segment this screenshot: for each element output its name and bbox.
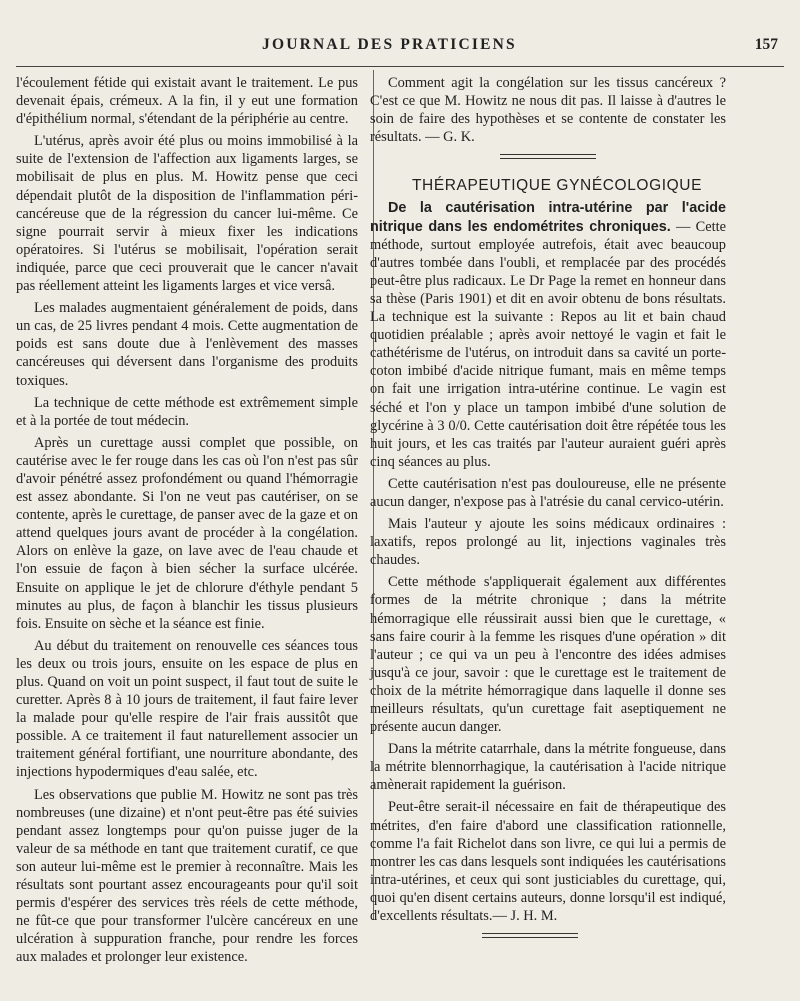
- article-title: De la cautérisation intra-utérine par l'acide nitrique dans les endométrites chroniques.: [370, 200, 726, 235]
- page-number: 157: [754, 36, 778, 53]
- right-paragraph-2: Mais l'auteur y ajoute les soins médicaux ordinaires : laxatifs, repos prolongé au lit, injections vaginales très chaudes.: [370, 516, 726, 569]
- journal-title: JOURNAL DES PRATICIENS: [262, 36, 517, 53]
- left-paragraph-2: L'utérus, après avoir été plus ou moins immobilisé à la suite de l'extension de l'affection aux ligaments larges, se mobilisait de plus en plus. M. Howitz pense que ceci dépendait plutôt de la disposition de l'inflammation péri-cancéreuse que de la régression du cancer lui-même. Ce signe pourrait servir à mieux fixer les indications opératoires. Si l'utérus se mobilisait, l'opération serait indiquée, parce que ceci prouverait que le cancer n'avait pas réellement atteint les ligaments larges et vice versâ.: [16, 133, 358, 295]
- end-separator: [482, 933, 578, 938]
- section-title: THÉRAPEUTIQUE GYNÉCOLOGIQUE: [411, 177, 703, 195]
- section-separator: [500, 154, 596, 159]
- right-column: [370, 74, 726, 938]
- right-paragraph-1: Cette cautérisation n'est pas douloureuse, elle ne présente aucun danger, n'expose pas à l'atrésie du canal cervico-utérin.: [370, 475, 726, 510]
- article-lead-text: — Cette méthode, surtout employée autrefois, était avec beaucoup d'autres tombée dans l'oubli, et remplacée par des procédés peut-être plus radicaux. Le Dr Page la remet en honneur dans sa thèse (Paris 1901) et dit en avoir obtenu de bons résultats. La technique est la suivante : Repos au lit et bain chaud quotidien préalable ; après avoir nettoyé le vagin et fait le cathétérisme de l'utérus, on introduit dans sa cavité un porte-coton imbibé d'acide nitrique fumant, mais en même temps on fait une irrigation intra-utérine continue. Le vagin est séché et l'on y place un tampon imbibé d'une solution de glycérine à 3 0/0. Cette cautérisation doit être répétée tous les huit jours, et les cas traités par l'auteur auraient guéri après cinq séances au plus.: [370, 218, 726, 470]
- right-paragraph-4: Dans la métrite catarrhale, dans la métrite fongueuse, dans la métrite blennorrhagique, la cautérisation à l'acide nitrique amènerait rapidement la guérison.: [370, 741, 726, 794]
- right-intro-paragraph: Comment agit la congélation sur les tissus cancéreux ? C'est ce que M. Howitz ne nous dit pas. Il laisse à d'autres le soin de faire des hypothèses et se contente de constater les résultats. — G. K.: [370, 75, 726, 146]
- left-paragraph-1: l'écoulement fétide qui existait avant le traitement. Le pus devenait épais, crémeux. A la fin, il y eut une formation d'épithélium normal, s'étendant de la périphérie au centre.: [16, 75, 358, 128]
- left-paragraph-6: Au début du traitement on renouvelle ces séances tous les deux ou trois jours, ensuite on les espace de plus en plus. Quand on voit un point suspect, il faut tout de suite le curetter. Après 8 à 10 jours de traitement, il faut faire lever la malade pour qu'elle respire de l'air frais aussitôt que possible. A ce traitement il faut naturellement associer un traitement général fortifiant, une nourriture abondante, des injections hypodermiques d'eau salée, etc.: [16, 637, 358, 781]
- right-paragraph-5: Peut-être serait-il nécessaire en fait de thérapeutique des métrites, d'en faire d'abord une classification rationnelle, comme l'a fait Richelot dans son livre, ce qui lui a permis de montrer les cas dans lesquels sont indiquées les cautérisations intra-utérines, et ceux qui sont justiciables du curettage, qui, quoi qu'en disent certains auteurs, donne lorsqu'il est indiqué, d'excellents résultats.— J. H. M.: [370, 799, 726, 925]
- left-paragraph-5: Après un curettage aussi complet que possible, on cautérise avec le fer rouge dans les cas où l'on n'est pas sûr d'avoir pénétré assez profondément ou quand l'hémorragie est assez abondante. Si l'on ne veut pas cautériser, on se contente, après le curettage, de panser avec de la gaze et on attend quelques jours avant de procéder à la congélation. Alors on enlève la gaze, on lave avec de l'eau chaude et l'on essuie de façon à bien sécher la surface ulcérée. Ensuite on applique le jet de chlorure d'éthyle pendant 5 minutes au plus, de façon à blanchir les tissus plusieurs fois. Ensuite on sèche et la séance est finie.: [16, 434, 358, 632]
- header-rule: [16, 66, 784, 67]
- left-paragraph-7: Les observations que publie M. Howitz ne sont pas très nombreuses (une dizaine) et n'ont peut-être pas été suivies pendant assez longtemps pour qu'on puisse juger de la valeur de sa méthode en tant que traitement curatif, ce que son auteur lui-même est le premier à reconnaître. Mais les résultats sont pourtant assez encourageants pour qu'il soit permis d'espérer des services très réels de cette méthode, ne fût-ce que pour transformer l'ulcère cancéreux en une ulcération à suppuration franche, pour rendre les forces aux malades et prolonger leur existence.: [16, 786, 358, 966]
- article-lead-paragraph: [370, 199, 726, 470]
- running-head: [0, 36, 800, 60]
- left-column: [16, 74, 358, 971]
- right-paragraph-3: Cette méthode s'appliquerait également aux différentes formes de la métrite chronique ; dans la métrite hémorragique elle réussirait aussi bien que le curettage, « sans faire courir à la femme les risques d'une opération » dit l'auteur ; ce qui va un peu à l'encontre des idées admises jusqu'à ce jour, savoir : que le curettage est le traitement de choix de la métrite hémorragique dans laquelle il donne ses meilleurs résultats, qu'un curettage fait aseptiquement ne présente aucun danger.: [370, 574, 726, 736]
- left-paragraph-4: La technique de cette méthode est extrêmement simple et à la portée de tout médecin.: [16, 394, 358, 429]
- left-paragraph-3: Les malades augmentaient généralement de poids, dans un cas, de 25 livres pendant 4 mois. Cette augmentation de poids est sans doute due à l'enlèvement des masses cancéreuses qui déversent dans l'organisme des produits toxiques.: [16, 300, 358, 389]
